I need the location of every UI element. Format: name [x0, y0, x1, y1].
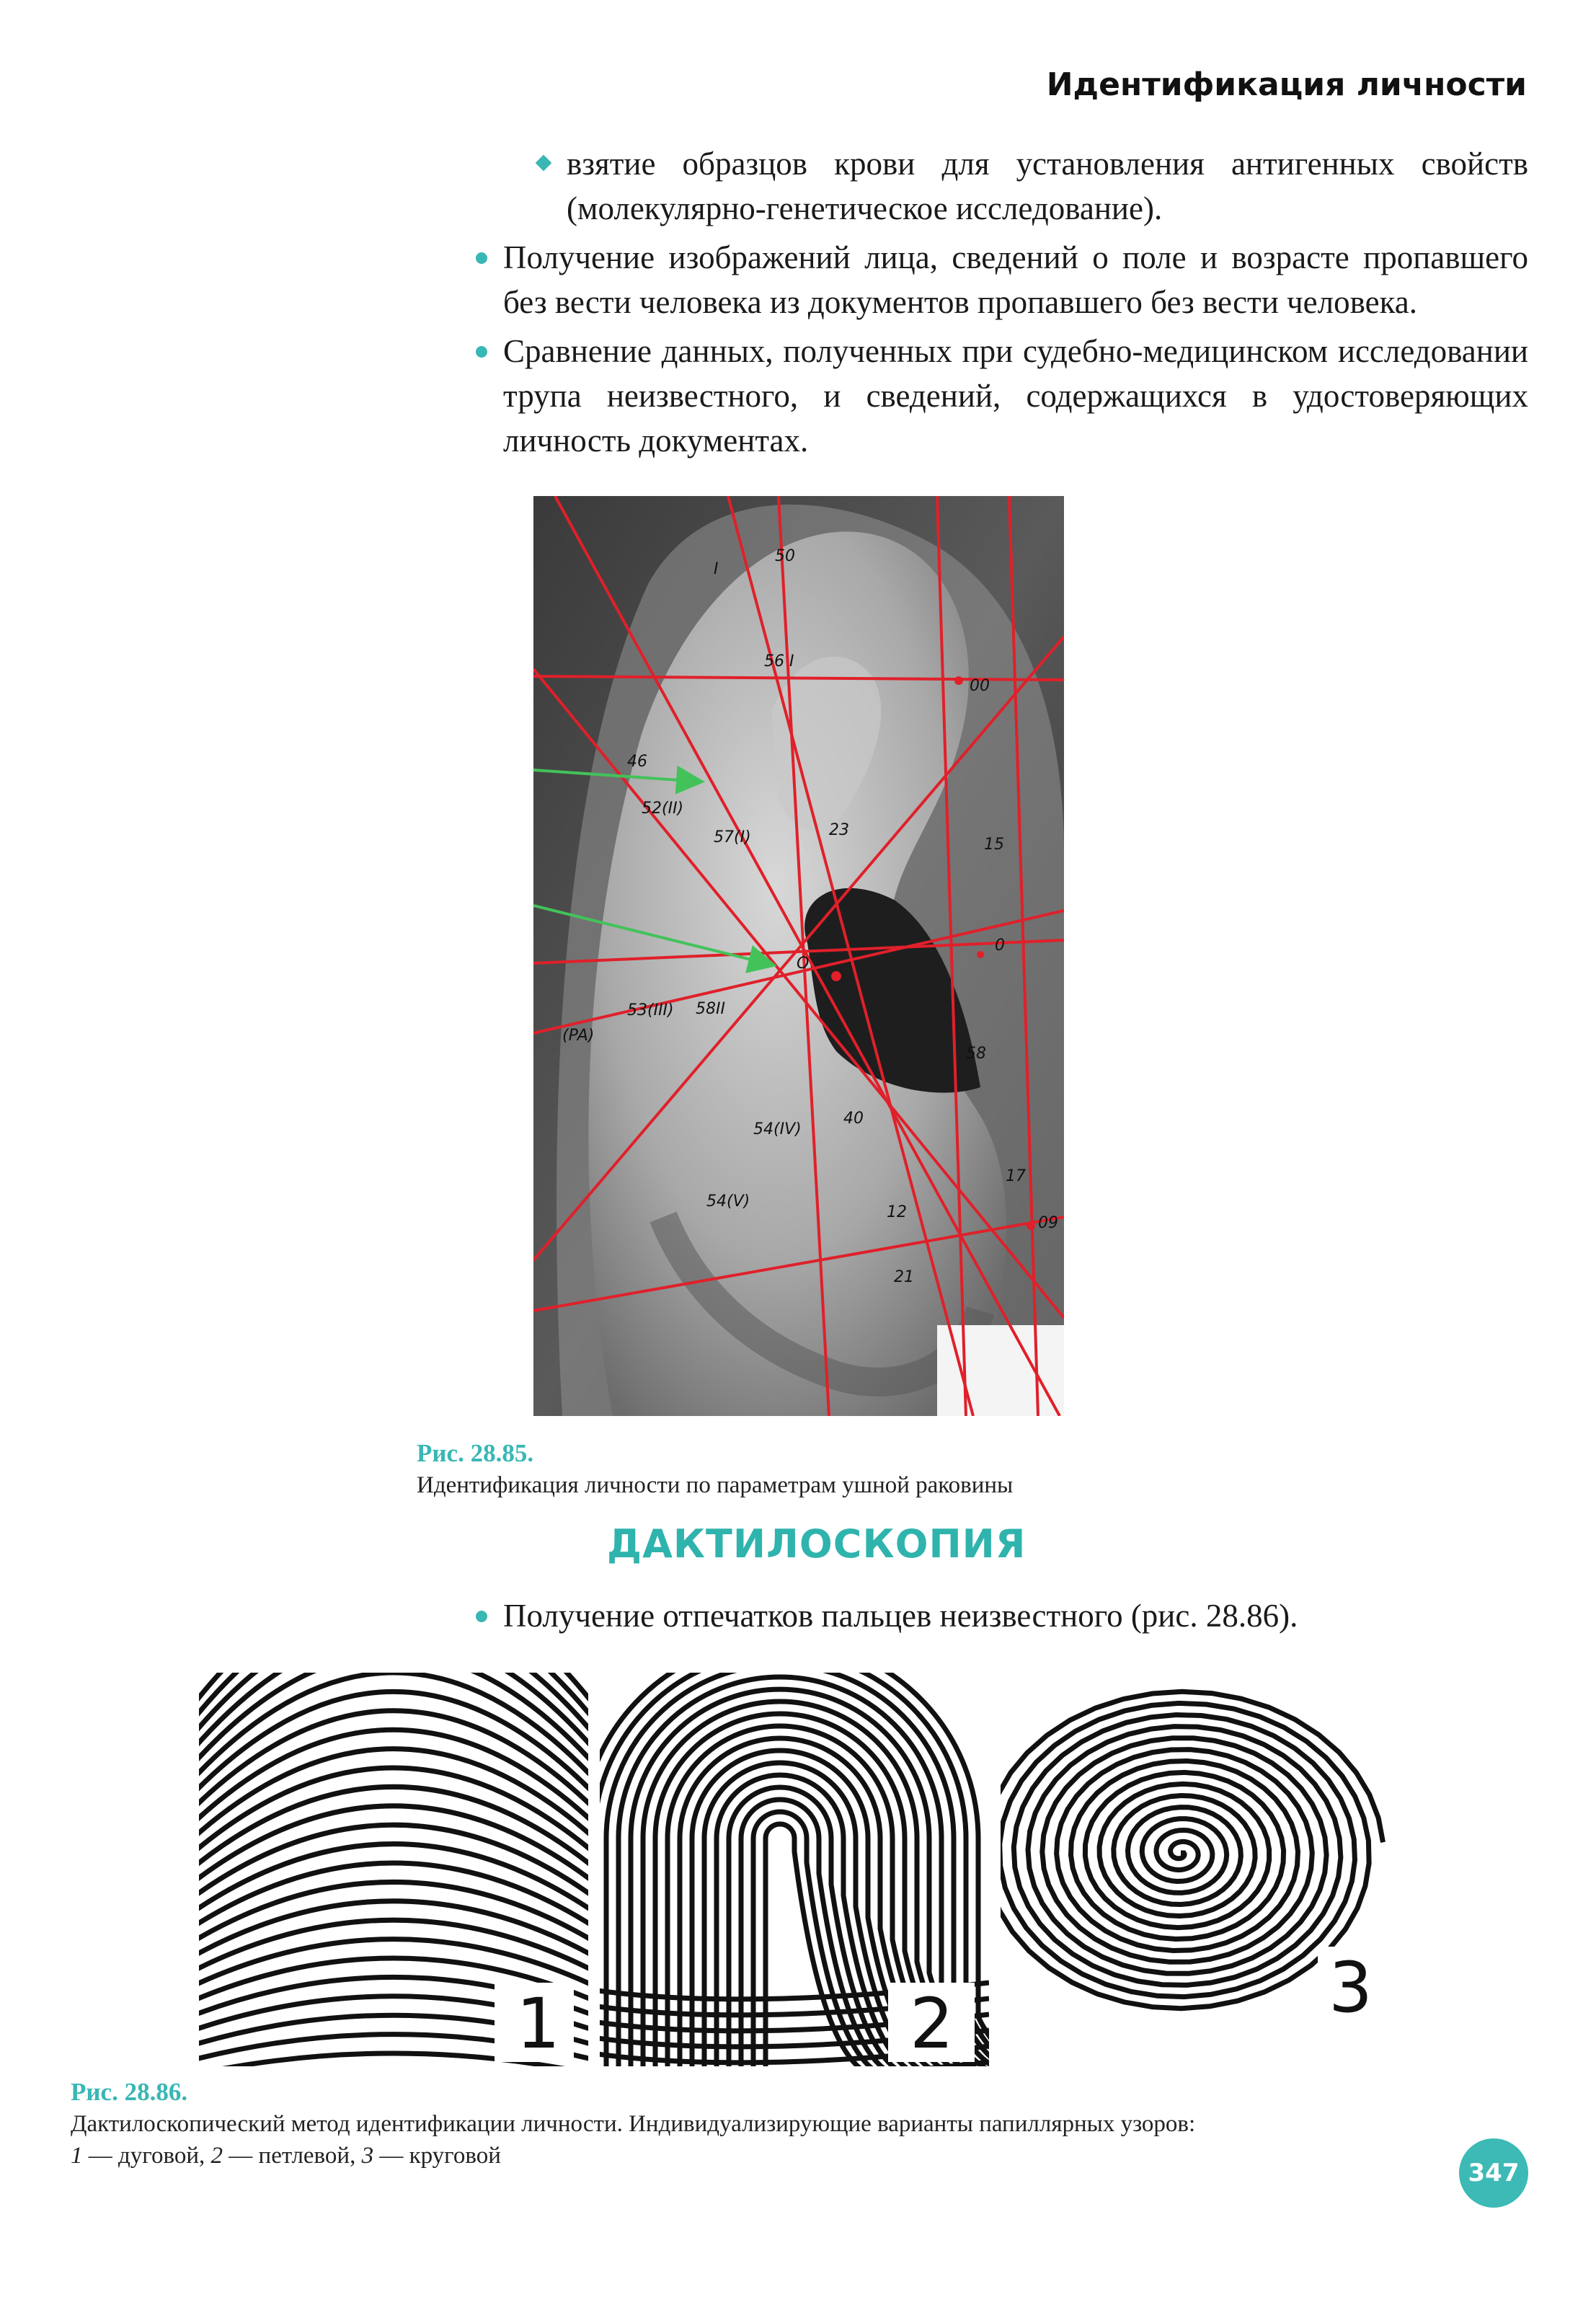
fingerprint-item-text: Получение отпечатков пальцев неизвестного (рис. 28.86). — [503, 1598, 1298, 1634]
annotation: (PA) — [562, 1027, 595, 1045]
running-title: Идентификация личности — [1046, 66, 1527, 103]
pattern-name: — круговой — [373, 2143, 501, 2169]
pattern-number: 1 — [71, 2143, 83, 2169]
dot-bullet-icon — [476, 252, 487, 264]
pattern-number: 2 — [210, 2143, 223, 2169]
page-number-badge: 347 — [1459, 2138, 1528, 2208]
print-number: 2 — [910, 1983, 954, 2064]
list-item — [476, 235, 1528, 324]
annotation: 40 — [843, 1110, 864, 1128]
print-number: 3 — [1329, 1947, 1373, 2028]
annotation: 23 — [829, 821, 849, 839]
fingerprint-loop — [600, 1673, 989, 2066]
dot-bullet-icon — [476, 346, 487, 358]
figure-label: Рис. 28.86. — [71, 2078, 188, 2106]
figure-caption-line2 — [71, 2143, 501, 2169]
diamond-bullet-icon — [536, 155, 552, 172]
sub-list-item — [533, 141, 1528, 231]
annotation: 57(I) — [714, 828, 751, 846]
fingerprint-arch — [199, 1673, 588, 2066]
list-item — [476, 1593, 1528, 1638]
annotation: 17 — [1006, 1167, 1026, 1185]
figure-caption-line1: Дактилоскопический метод идентификации личности. Индивидуализирующие варианты папиллярных узоров: — [71, 2111, 1196, 2137]
figure-caption-text: Идентификация личности по параметрам ушной раковины — [417, 1472, 1014, 1498]
annotation: 12 — [887, 1203, 907, 1221]
figure-fp-caption — [71, 2076, 1541, 2172]
sub-item-text: взятие образцов крови для установления антигенных свойств (молекулярно-генетическое исследование). — [567, 146, 1528, 226]
annotation: 58II — [696, 1000, 725, 1018]
print-number: 1 — [516, 1983, 561, 2064]
annotation: 21 — [894, 1268, 914, 1286]
annotation: I — [714, 560, 719, 578]
annotation: 56 I — [764, 652, 794, 671]
item-2-text: Сравнение данных, полученных при судебно-медицинском исследовании трупа неизвестного, и сведений, содержащихся в удостоверяющих личность документах. — [503, 333, 1528, 459]
annotation: 58 — [966, 1045, 986, 1063]
pattern-name: — дуговой, — [82, 2143, 211, 2169]
figure-label: Рис. 28.85. — [417, 1439, 534, 1467]
annotation: 09 — [1038, 1214, 1058, 1232]
item-1-text: Получение изображений лица, сведений о поле и возрасте пропавшего без вести человека из документов пропавшего без вести человека. — [503, 239, 1528, 320]
annotation: 54(IV) — [753, 1120, 802, 1138]
list-item — [476, 329, 1528, 463]
annotation: 52(II) — [642, 800, 684, 818]
dot-bullet-icon — [476, 1611, 487, 1622]
annotation: 50 — [775, 547, 795, 565]
annotation: 15 — [984, 836, 1004, 854]
section-title: ДАКТИЛОСКОПИЯ — [607, 1521, 1027, 1567]
fingerprint-whorl — [1001, 1673, 1397, 2066]
annotation: 00 — [970, 677, 990, 695]
annotation: 53(III) — [627, 1001, 674, 1019]
ear-photo-figure — [533, 496, 1064, 1416]
annotation: O — [797, 955, 810, 973]
annotation: 54(V) — [706, 1192, 750, 1211]
body-text — [476, 141, 1528, 467]
figure-ear-caption — [417, 1438, 1013, 1501]
pattern-number: 3 — [361, 2143, 374, 2169]
pattern-name: — петлевой, — [223, 2143, 362, 2169]
annotation: 0 — [995, 937, 1005, 955]
fingerprint-text — [476, 1593, 1528, 1642]
annotation: 46 — [627, 753, 647, 771]
